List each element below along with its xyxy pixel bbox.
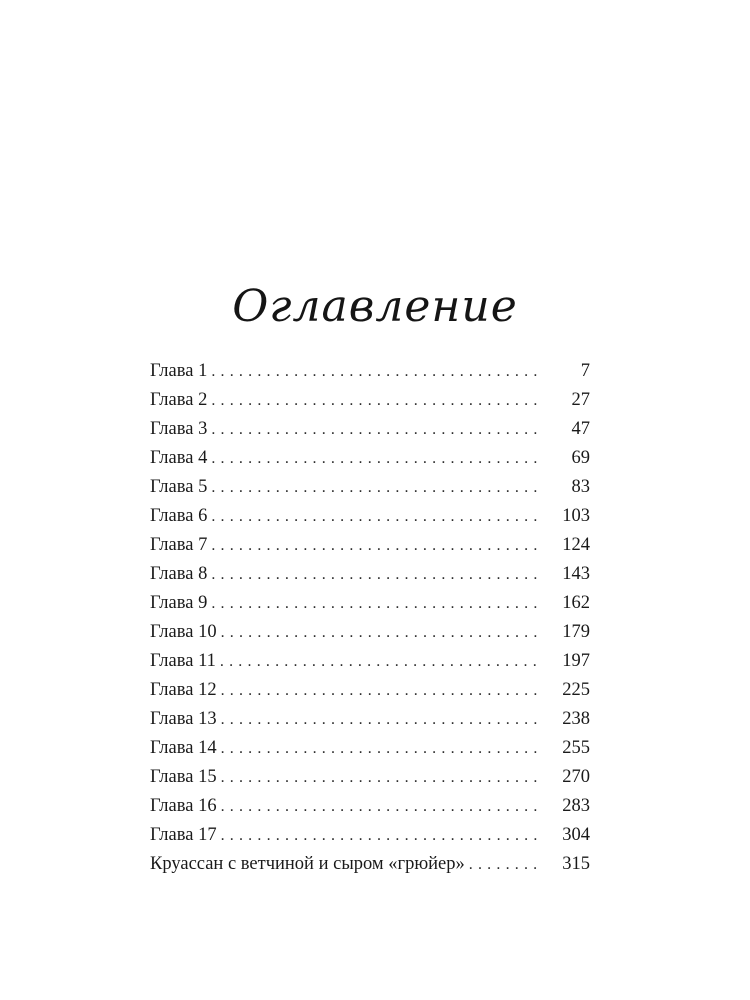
toc-entry[interactable] bbox=[150, 473, 590, 502]
toc-entry-page: 162 bbox=[562, 593, 590, 613]
toc-entry-page: 124 bbox=[562, 535, 590, 555]
toc-entry-page: 27 bbox=[571, 390, 590, 410]
toc-entry-label: Глава 16 bbox=[150, 796, 217, 816]
toc-entry[interactable] bbox=[150, 850, 590, 879]
toc-entry[interactable] bbox=[150, 734, 590, 763]
toc-entry[interactable] bbox=[150, 502, 590, 531]
dot-leader bbox=[211, 502, 540, 531]
dot-leader bbox=[221, 792, 540, 821]
dot-leader bbox=[211, 473, 540, 502]
toc-entry[interactable] bbox=[150, 705, 590, 734]
toc-entry-label: Глава 9 bbox=[150, 593, 208, 613]
toc-entry[interactable] bbox=[150, 357, 590, 386]
toc-entry-page: 315 bbox=[562, 854, 590, 874]
toc-entry-label: Глава 2 bbox=[150, 390, 208, 410]
toc-entry-page: 143 bbox=[562, 564, 590, 584]
page-title: Оглавление bbox=[232, 281, 518, 333]
toc-entry-page: 47 bbox=[571, 419, 590, 439]
dot-leader bbox=[221, 676, 540, 705]
toc-entry[interactable] bbox=[150, 531, 590, 560]
dot-leader bbox=[220, 647, 540, 676]
toc-entry-label: Глава 7 bbox=[150, 535, 208, 555]
dot-leader bbox=[211, 444, 540, 473]
toc-entry-page: 103 bbox=[562, 506, 590, 526]
toc-entry[interactable] bbox=[150, 415, 590, 444]
toc-entry-page: 238 bbox=[562, 709, 590, 729]
toc-entry-page: 255 bbox=[562, 738, 590, 758]
toc-entry-page: 225 bbox=[562, 680, 590, 700]
dot-leader bbox=[221, 705, 540, 734]
toc-entry-label: Глава 1 bbox=[150, 361, 208, 381]
toc-entry-page: 304 bbox=[562, 825, 590, 845]
dot-leader bbox=[211, 531, 540, 560]
toc-entry-label: Глава 13 bbox=[150, 709, 217, 729]
dot-leader bbox=[221, 618, 540, 647]
dot-leader bbox=[469, 850, 540, 879]
toc-entry[interactable] bbox=[150, 792, 590, 821]
toc-entry[interactable] bbox=[150, 560, 590, 589]
toc-entry[interactable] bbox=[150, 821, 590, 850]
toc-entry[interactable] bbox=[150, 676, 590, 705]
table-of-contents bbox=[150, 357, 590, 879]
dot-leader bbox=[211, 386, 540, 415]
toc-entry-label: Глава 5 bbox=[150, 477, 208, 497]
toc-entry-label: Глава 12 bbox=[150, 680, 217, 700]
toc-entry-label: Глава 3 bbox=[150, 419, 208, 439]
toc-entry-label: Глава 11 bbox=[150, 651, 216, 671]
toc-entry-page: 83 bbox=[571, 477, 590, 497]
toc-entry-label: Глава 4 bbox=[150, 448, 208, 468]
toc-entry[interactable] bbox=[150, 763, 590, 792]
toc-entry-label: Глава 15 bbox=[150, 767, 217, 787]
toc-entry[interactable] bbox=[150, 647, 590, 676]
toc-entry-page: 179 bbox=[562, 622, 590, 642]
toc-entry-page: 197 bbox=[562, 651, 590, 671]
dot-leader bbox=[221, 763, 540, 792]
dot-leader bbox=[211, 560, 540, 589]
toc-entry-label: Глава 14 bbox=[150, 738, 217, 758]
toc-entry[interactable] bbox=[150, 386, 590, 415]
toc-entry[interactable] bbox=[150, 618, 590, 647]
toc-entry-label: Круассан с ветчиной и сыром «грюйер» bbox=[150, 854, 465, 874]
toc-entry-page: 283 bbox=[562, 796, 590, 816]
dot-leader bbox=[221, 821, 540, 850]
dot-leader bbox=[211, 589, 540, 618]
dot-leader bbox=[211, 357, 540, 386]
toc-entry-label: Глава 10 bbox=[150, 622, 217, 642]
toc-entry-label: Глава 6 bbox=[150, 506, 208, 526]
toc-entry-page: 270 bbox=[562, 767, 590, 787]
toc-entry[interactable] bbox=[150, 589, 590, 618]
toc-entry-page: 69 bbox=[571, 448, 590, 468]
dot-leader bbox=[211, 415, 540, 444]
toc-entry-page: 7 bbox=[580, 361, 590, 381]
toc-entry[interactable] bbox=[150, 444, 590, 473]
toc-entry-label: Глава 8 bbox=[150, 564, 208, 584]
dot-leader bbox=[221, 734, 540, 763]
toc-entry-label: Глава 17 bbox=[150, 825, 217, 845]
